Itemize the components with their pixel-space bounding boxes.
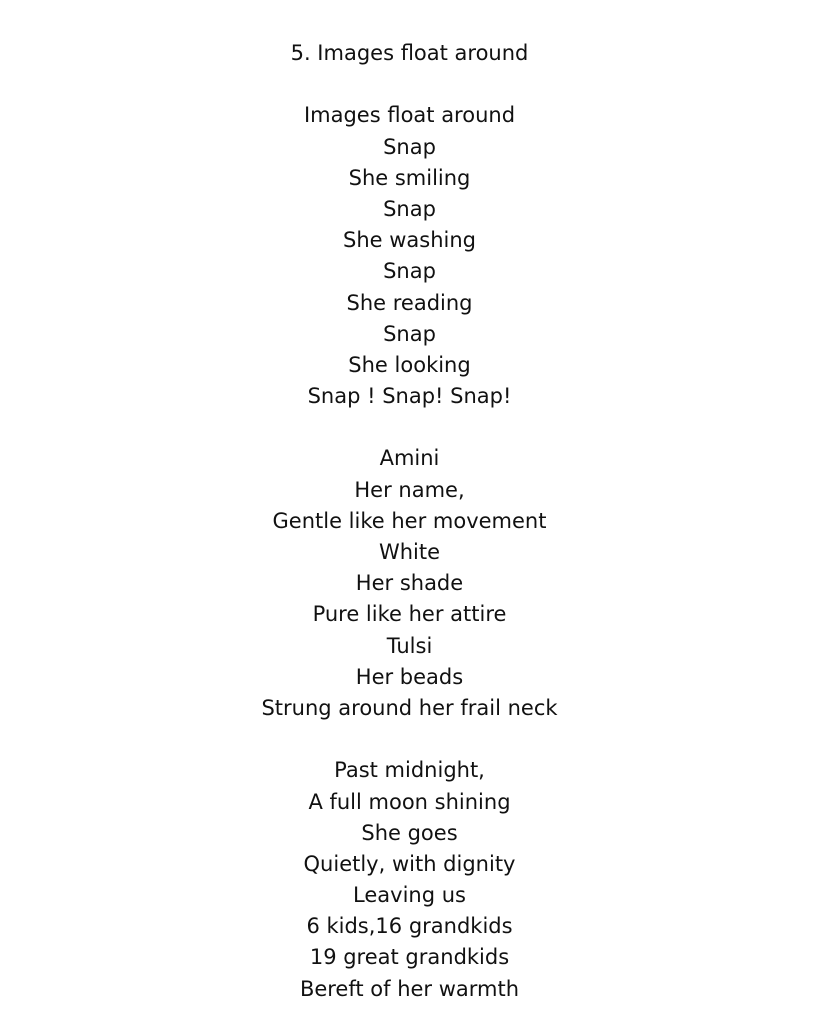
poem-line: A full moon shining	[308, 789, 511, 814]
poem-title: 5. Images float around	[290, 41, 529, 65]
poem-line: She goes	[361, 820, 458, 845]
poem-line: Her name,	[354, 477, 465, 502]
stanza-2	[0, 443, 819, 724]
poem-line: Pure like her attire	[312, 602, 507, 627]
poem	[0, 38, 819, 1005]
poem-line: 6 kids,16 grandkids	[306, 914, 513, 939]
poem-line: Snap	[383, 134, 436, 159]
poem-line: Amini	[379, 446, 440, 471]
poem-line: She washing	[342, 228, 476, 253]
poem-line: Tulsi	[386, 633, 433, 658]
poem-line: Snap	[383, 259, 436, 284]
poem-line: She reading	[346, 290, 473, 315]
poem-line: Strung around her frail neck	[261, 695, 558, 720]
poem-line: Her shade	[355, 571, 464, 596]
stanza-3	[0, 755, 819, 1005]
poem-line: Quietly, with dignity	[303, 851, 516, 876]
stanza-gap	[0, 412, 819, 443]
stanza-gap	[0, 69, 819, 100]
poem-line: Images float around	[303, 103, 516, 128]
poem-line: Snap	[383, 196, 436, 221]
poem-line: She smiling	[348, 165, 471, 190]
stanza-1	[0, 100, 819, 412]
poem-line: Snap ! Snap! Snap!	[307, 384, 512, 409]
poem-line: Snap	[383, 321, 436, 346]
poem-line: White	[378, 540, 441, 564]
poem-line: Bereft of her warmth	[299, 976, 520, 1001]
poem-line: Her beads	[355, 664, 464, 689]
poem-line: Leaving us	[353, 883, 466, 908]
stanza-gap	[0, 724, 819, 755]
poem-line: 19 great grandkids	[309, 945, 510, 970]
poem-line: She looking	[348, 352, 471, 377]
poem-line: Gentle like her movement	[272, 508, 547, 533]
poem-line: Past midnight,	[334, 758, 485, 783]
